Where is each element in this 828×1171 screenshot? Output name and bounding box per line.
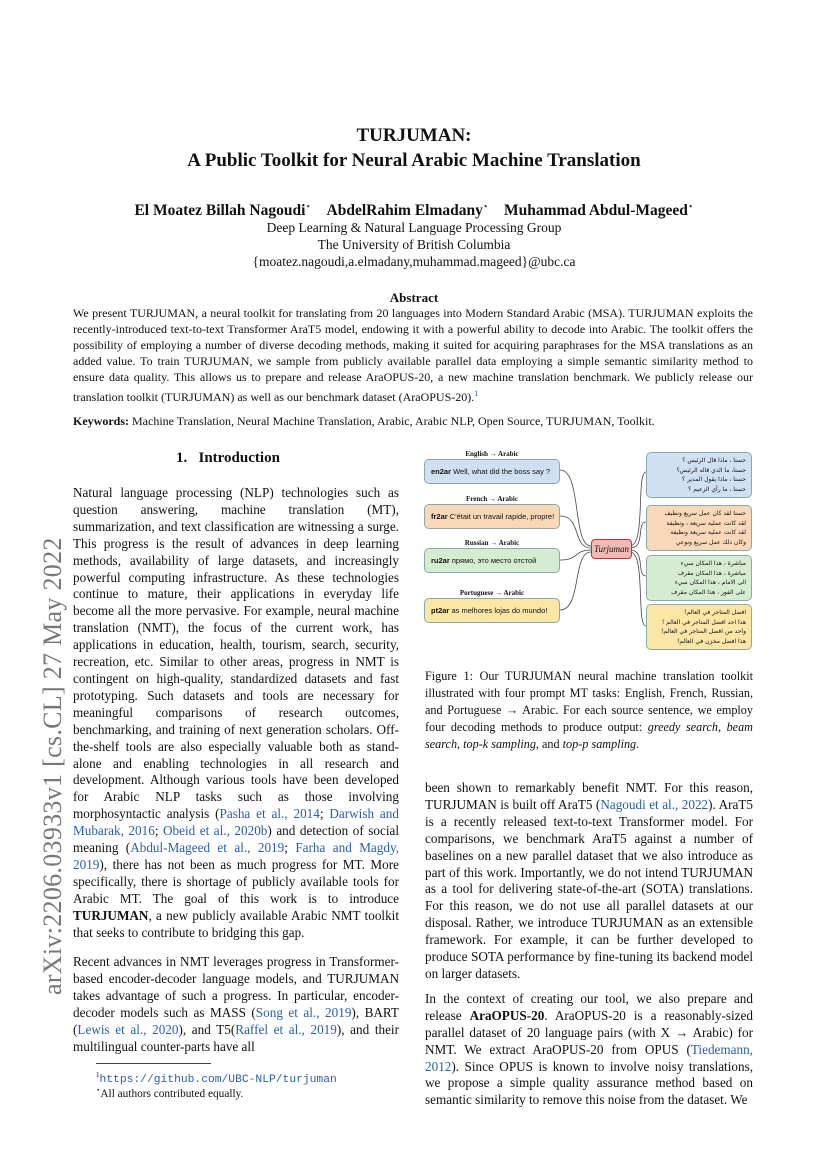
figure-caption bbox=[425, 668, 753, 753]
output-box-ru bbox=[646, 555, 752, 601]
source-sentence: as melhores lojas do mundo! bbox=[451, 606, 548, 615]
lang-label: English → Arabic bbox=[465, 450, 519, 458]
connector-line bbox=[630, 472, 646, 546]
output-line: واحد من افضل المتاجر في العالم! bbox=[661, 628, 746, 636]
text-span: , and bbox=[535, 737, 563, 751]
text-span: ), BART ( bbox=[73, 1005, 399, 1038]
italic-term: top-p sampling bbox=[562, 737, 637, 751]
output-box-en bbox=[646, 452, 752, 498]
output-line: حسنا ، ما رأي الزعيم ؟ bbox=[688, 485, 746, 493]
output-line: الى الامام ، هذا المكان سيء bbox=[674, 579, 746, 587]
figure-1 bbox=[424, 450, 754, 655]
text-span: Natural language processing (NLP) technologies such as question answering, machine translation (MT), summarization, and text classification are witnessing a surge. This progress is the result of advances in deep learning methods, availability of large datasets, and increasingly powerful computing infrastructure. As these technologies continue to mature, their applications in everyday life become all the more pervasive. For example, neural machine translation (NMT), the focus of the current work, has applications in education, health, tourism, search, security, recreation, etc. Similar to other areas, progress in NMT is contingent on high-quality, standardized datasets and fast prototyping. Such datasets and tools are necessary for meaningful comparisons of research outcomes, benchmarking, and training of next generation scholars. Off-the-shelf tools are also especially valuable both as stand-alone and enabling technologies in all research and development. Although various tools have been developed for Arabic NLP tasks such as those involving morphosyntactic analysis ( bbox=[73, 485, 399, 822]
footnote-mark: 1 bbox=[96, 1071, 100, 1079]
input-box-en bbox=[424, 459, 560, 484]
left-column bbox=[73, 485, 399, 1056]
output-line: على الفور ، هذا المكان مقرف bbox=[671, 588, 746, 596]
text-span: ; bbox=[154, 823, 163, 839]
affiliation bbox=[0, 219, 828, 270]
lang-code: pt2ar bbox=[431, 606, 450, 615]
author-list bbox=[0, 201, 828, 220]
italic-term: greedy search, beam search, top-k sampling bbox=[425, 720, 753, 751]
output-line: لقد كانت عملية سريعة ونظيفة bbox=[670, 529, 746, 537]
text-span: ). AraT5 is a recently released text-to-text Transformer model. For comparisons, we benchmark AraT5 against a number of baselines on a new parallel dataset that we also introduce as part of this work. Importantly, we do not intend TURJUMAN as a tool for delivering state-of-the-art (SOTA) translations. For this reason, we do not use all parallel datasets at our disposal. Rather, we introduce TURJUMAN as an extensible framework. For example, it can be further developed to produce SOTA performance by fine-tuning its backend model on larger datasets. bbox=[425, 796, 753, 981]
affiliation-emails: {moatez.nagoudi,a.elmadany,muhammad.mageed}@ubc.ca bbox=[252, 254, 576, 269]
text-span: Figure 1: Our TURJUMAN neural machine translation toolkit illustrated with four prompt MT tasks: English, French, Russian, and Portuguese → Arabic. For each source sentence, we employ four decoding methods to produce output: bbox=[425, 669, 753, 734]
footnote-ref[interactable]: 1 bbox=[474, 388, 479, 398]
intro-paragraph-4 bbox=[425, 991, 753, 1109]
affiliation-university: The University of British Columbia bbox=[317, 237, 511, 252]
abstract-text: We present TURJUMAN, a neural toolkit for translating from 20 languages into Modern Standard Arabic (MSA). TURJUMAN exploits the recently-introduced text-to-text Transformer AraT5 model, endowing it with a powerful ability to decode into Arabic. The toolkit offers the possibility of employing a number of diverse decoding methods, making it suited for acquiring paraphrases for the MSA translations as an added value. To train TURJUMAN, we sample from publicly available parallel data employing a simple semantic similarity method to ensure data quality. This allows us to prepare and release AraOPUS-20, a new machine translation benchmark. We publicly release our translation toolkit (TURJUMAN) as well as our benchmark dataset (AraOPUS-20). bbox=[73, 306, 753, 404]
abstract-body bbox=[73, 306, 753, 405]
connector-line bbox=[560, 550, 591, 560]
bold-term: AraOPUS-20 bbox=[469, 1007, 545, 1023]
citation-link[interactable]: Abdul-Mageed et al., 2019 bbox=[130, 840, 285, 856]
lang-label: Portuguese → Arabic bbox=[459, 589, 525, 597]
text-span: . AraOPUS-20 is a reasonably-sized parallel dataset of 20 language pairs (with X → Arabic) for NMT. We extract AraOPUS-20 from OPUS ( bbox=[425, 1007, 753, 1057]
section-number: 1. bbox=[176, 450, 188, 466]
output-line: حسنا ، ماذا يقول المدير ؟ bbox=[682, 476, 746, 484]
output-line: لقد كانت عملية سريعة ، ونظيفة bbox=[666, 519, 746, 527]
text-span: In the context of creating our tool, we also prepare and release bbox=[425, 990, 753, 1023]
paper-title bbox=[0, 123, 828, 173]
output-line: مباشرة ، هذا المكان مقرف bbox=[677, 569, 746, 577]
input-box-fr bbox=[424, 504, 560, 529]
author-2: AbdelRahim Elmadany bbox=[326, 202, 483, 220]
text-span: ) and detection of social meaning ( bbox=[73, 823, 400, 856]
lang-code: en2ar bbox=[431, 467, 452, 476]
github-link[interactable]: https://github.com/UBC-NLP/turjuman bbox=[99, 1073, 337, 1086]
author-mark: ⋆ bbox=[305, 201, 312, 211]
author-3: Muhammad Abdul-Mageed bbox=[504, 202, 688, 220]
output-line: هذا احد افضل المتاجر في العالم ! bbox=[661, 618, 746, 626]
footnote-2 bbox=[96, 1086, 243, 1100]
section-heading bbox=[176, 450, 280, 467]
source-sentence: прямо, это место отстой bbox=[451, 556, 537, 565]
intro-paragraph-1 bbox=[73, 485, 399, 941]
footnote-mark: ⋆ bbox=[96, 1086, 101, 1094]
keywords bbox=[73, 414, 753, 429]
connector-line bbox=[560, 516, 591, 548]
output-line: حسنا ، ماذا قال الرئيس ؟ bbox=[682, 457, 746, 464]
lang-label: Russian → Arabic bbox=[464, 539, 520, 547]
citation-link[interactable]: Darwish and Mubarak, 2016 bbox=[73, 806, 399, 839]
output-line: وكان ذلك عمل سريع ونوعي bbox=[675, 538, 746, 546]
footnote-1 bbox=[96, 1071, 337, 1086]
intro-paragraph-2 bbox=[73, 954, 399, 1055]
title-line-1: TURJUMAN: bbox=[356, 125, 472, 146]
intro-paragraph-3 bbox=[425, 780, 753, 983]
source-sentence: Well, what did the boss say ? bbox=[453, 467, 551, 476]
citation-link[interactable]: Raffel et al., 2019 bbox=[235, 1022, 337, 1038]
input-box-pt bbox=[424, 598, 560, 623]
output-box-fr bbox=[646, 505, 752, 551]
text-span: Recent advances in NMT leverages progress in Transformer-based encoder-decoder language models, and TURJUMAN takes advantage of such a progress. In particular, encoder-decoder models such as MASS ( bbox=[73, 954, 399, 1021]
text-span: ), and their multilingual counter-parts have all bbox=[73, 1022, 399, 1054]
text-span: ), and T5( bbox=[178, 1022, 236, 1038]
lang-code: ru2ar bbox=[431, 556, 450, 565]
output-line: افضل المتاجر في العالم! bbox=[684, 609, 746, 616]
citation-link[interactable]: Obeid et al., 2020b bbox=[163, 823, 268, 839]
text-span: ; bbox=[319, 806, 330, 822]
turjuman-node: Turjuman bbox=[591, 539, 632, 559]
text-span: , a new publicly available Arabic NMT toolkit that seeks to contribute to bridging this gap. bbox=[73, 907, 399, 940]
citation-link[interactable]: Lewis et al., 2020 bbox=[77, 1022, 179, 1038]
citation-link[interactable]: Pasha et al., 2014 bbox=[219, 806, 320, 822]
section-title: Introduction bbox=[198, 450, 280, 466]
text-span: ). Since OPUS is known to involve noisy translations, we propose a simple quality assurance method based on semantic similarity to remove this noise from the dataset. We bbox=[425, 1058, 753, 1108]
output-line: حسنا لقد كان عمل سريع ونظيف bbox=[664, 510, 746, 517]
abstract-heading: Abstract bbox=[389, 290, 439, 305]
footnote-rule bbox=[96, 1063, 211, 1064]
output-box-pt bbox=[646, 604, 752, 650]
title-line-2: A Public Toolkit for Neural Arabic Machine Translation bbox=[187, 150, 641, 171]
source-sentence: C'était un travail rapide, propre! bbox=[449, 512, 555, 521]
lang-code: fr2ar bbox=[431, 512, 448, 521]
footnote-text: All authors contributed equally. bbox=[100, 1087, 244, 1100]
bold-term: TURJUMAN bbox=[73, 907, 149, 923]
text-span: . bbox=[636, 737, 640, 751]
output-line: هذا افضل مخزن في العالم! bbox=[676, 637, 746, 645]
input-box-ru bbox=[424, 548, 560, 573]
right-column bbox=[425, 780, 753, 1109]
author-1: El Moatez Billah Nagoudi bbox=[134, 202, 306, 220]
connector-line bbox=[560, 552, 591, 610]
text-span: ; bbox=[284, 840, 296, 856]
arxiv-stamp: arXiv:2206.03933v1 [cs.CL] 27 May 2022 bbox=[38, 537, 67, 995]
lang-label: French → Arabic bbox=[466, 495, 518, 503]
output-line: مباشرة ، هذا المكان سيء bbox=[680, 560, 746, 567]
citation-link[interactable]: Nagoudi et al., 2022 bbox=[600, 796, 709, 812]
author-mark: ⋆ bbox=[482, 201, 489, 211]
keywords-text: Machine Translation, Neural Machine Translation, Arabic, Arabic NLP, Open Source, TURJUMAN, Toolkit. bbox=[132, 414, 655, 428]
text-span: ), there has not been as much progress for MT. More specifically, there is shortage of publicly available tools for Arabic MT. The goal of this work is to introduce bbox=[73, 856, 399, 906]
output-line: حسنا، ما الذي قاله الرئيس؟ bbox=[676, 466, 746, 474]
citation-link[interactable]: Farha and Magdy, 2019 bbox=[73, 840, 399, 872]
connector-line bbox=[560, 470, 591, 546]
keywords-label: Keywords: bbox=[73, 414, 129, 428]
citation-link[interactable]: Tiedemann, 2012 bbox=[425, 1041, 753, 1074]
author-mark: ⋆ bbox=[687, 201, 694, 211]
affiliation-group: Deep Learning & Natural Language Processing Group bbox=[266, 220, 562, 235]
text-span: been shown to remarkably benefit NMT. For this reason, TURJUMAN is built off AraT5 ( bbox=[425, 780, 753, 812]
citation-link[interactable]: Song et al., 2019 bbox=[255, 1005, 352, 1021]
connector-line bbox=[630, 552, 646, 626]
